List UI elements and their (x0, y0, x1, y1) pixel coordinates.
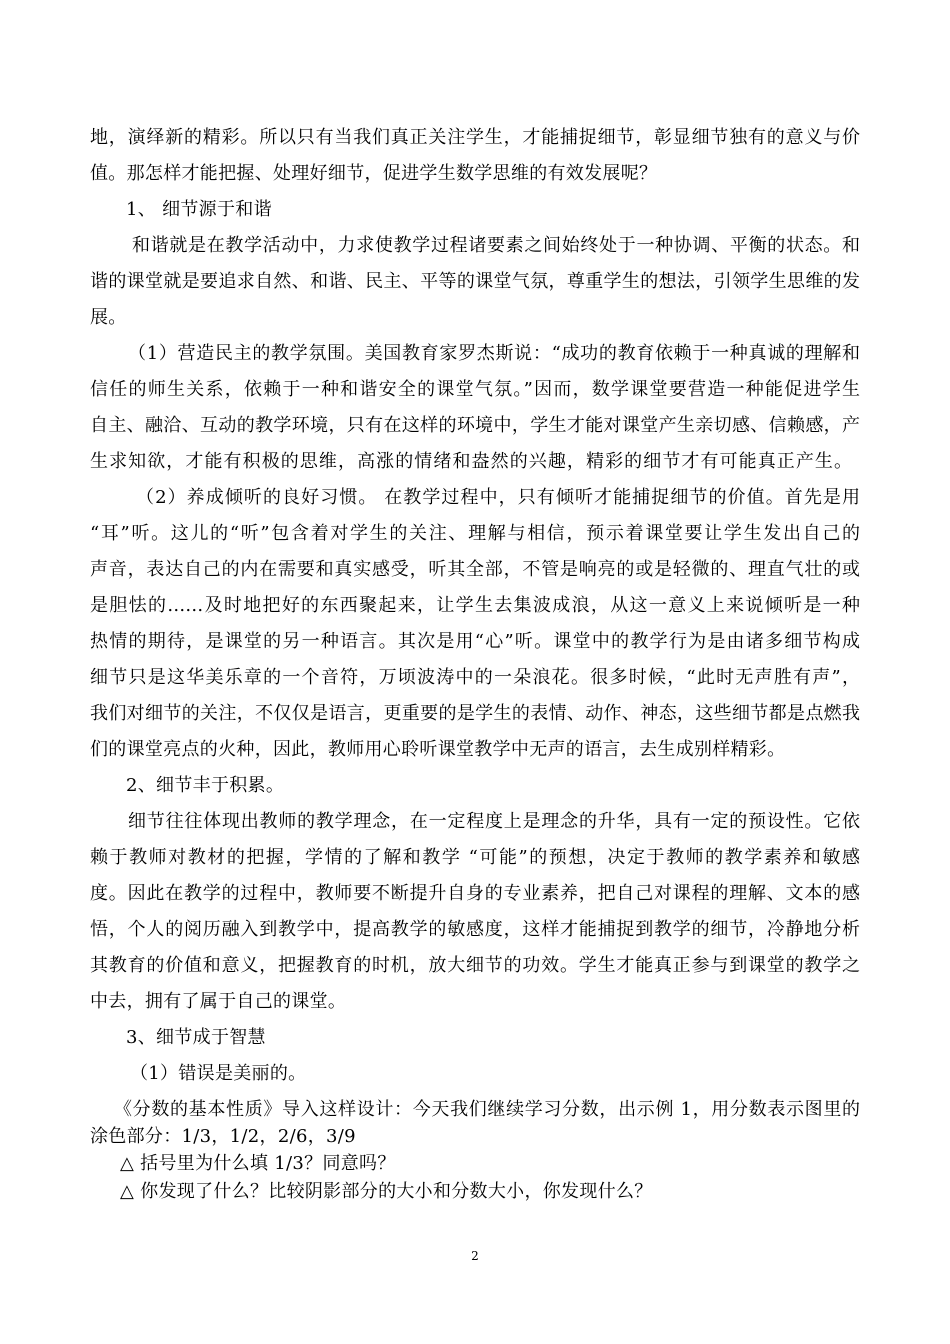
paragraph-line: （1）营造民主的教学氛围。美国教育家罗杰斯说：“成功的教育依赖于一种真诚的理解和 (128, 343, 860, 364)
paragraph-line: 地，演绎新的精彩。所以只有当我们真正关注学生，才能捕捉细节，彰显细节独有的意义与价 (90, 127, 860, 148)
paragraph-line: （2）养成倾听的良好习惯。 在教学过程中，只有倾听才能捕捉细节的价值。首先是用 (136, 487, 860, 508)
subsection-heading: （1）错误是美丽的。 (130, 1063, 307, 1084)
paragraph-line: 度。因此在教学的过程中，教师要不断提升自身的专业素养，把自己对课程的理解、文本的感 (90, 883, 860, 904)
paragraph-line: 热情的期待，是课堂的另一种语言。其次是用“心”听。课堂中的教学行为是由诸多细节构成 (90, 631, 860, 652)
list-item: △ 括号里为什么填 1/3？同意吗？ (120, 1153, 396, 1174)
paragraph-line: 谐的课堂就是要追求自然、和谐、民主、平等的课堂气氛，尊重学生的想法，引领学生思维的发 (90, 271, 860, 292)
paragraph-line: 中去，拥有了属于自己的课堂。 (90, 991, 347, 1012)
paragraph-line: 是胆怯的……及时地把好的东西聚起来，让学生去集波成浪，从这一意义上来说倾听是一种 (90, 595, 860, 616)
paragraph-line: 信任的师生关系，依赖于一种和谐安全的课堂气氛。”因而，数学课堂要营造一种能促进学生 (90, 379, 860, 400)
section-heading: 1、 细节源于和谐 (126, 199, 272, 220)
section-heading: 3、细节成于智慧 (126, 1027, 266, 1048)
paragraph-line: 们的课堂亮点的火种，因此，教师用心聆听课堂教学中无声的语言，去生成别样精彩。 (90, 739, 786, 760)
paragraph-line: 细节只是这华美乐章的一个音符，万顷波涛中的一朵浪花。很多时候，“此时无声胜有声”， (90, 667, 860, 688)
paragraph-line: 赖于教师对教材的把握，学情的了解和教学 “可能”的预想，决定于教师的教学素养和敏感 (90, 847, 860, 868)
paragraph-line: 自主、融洽、互动的教学环境，只有在这样的环境中，学生才能对课堂产生亲切感、信赖感，产 (90, 415, 860, 436)
paragraph-line: 声音，表达自己的内在需要和真实感受，听其全部，不管是响亮的或是轻微的、理直气壮的或 (90, 559, 860, 580)
paragraph-line: 细节往往体现出教师的教学理念，在一定程度上是理念的升华，具有一定的预设性。它依 (128, 811, 860, 832)
paragraph-line: 我们对细节的关注，不仅仅是语言，更重要的是学生的表情、动作、神态，这些细节都是点燃我 (90, 703, 860, 724)
paragraph-line: 生求知欲，才能有积极的思维，高涨的情绪和盎然的兴趣，精彩的细节才有可能真正产生。 (90, 451, 852, 472)
section-heading: 2、细节丰于积累。 (126, 775, 285, 796)
paragraph-line: “耳”听。这儿的“听”包含着对学生的关注、理解与相信，预示着课堂要让学生发出自己的 (90, 523, 860, 544)
paragraph-line: 其教育的价值和意义，把握教育的时机，放大细节的功效。学生才能真正参与到课堂的教学之 (90, 955, 860, 976)
paragraph-line: 值。那怎样才能把握、处理好细节，促进学生数学思维的有效发展呢？ (90, 163, 658, 184)
paragraph-line: 《分数的基本性质》导入这样设计：今天我们继续学习分数，出示例 1，用分数表示图里的 (114, 1099, 860, 1120)
page-number: 2 (471, 1249, 479, 1263)
paragraph-line: 展。 (90, 307, 127, 328)
paragraph-line: 悟，个人的阅历融入到教学中，提高教学的敏感度，这样才能捕捉到教学的细节，冷静地分析 (90, 919, 860, 940)
paragraph-line: 和谐就是在教学活动中，力求使教学过程诸要素之间始终处于一种协调、平衡的状态。和 (132, 235, 860, 256)
list-item: △ 你发现了什么？比较阴影部分的大小和分数大小，你发现什么？ (120, 1181, 653, 1202)
paragraph-line: 涂色部分：1/3，1/2，2/6，3/9 (90, 1126, 356, 1147)
